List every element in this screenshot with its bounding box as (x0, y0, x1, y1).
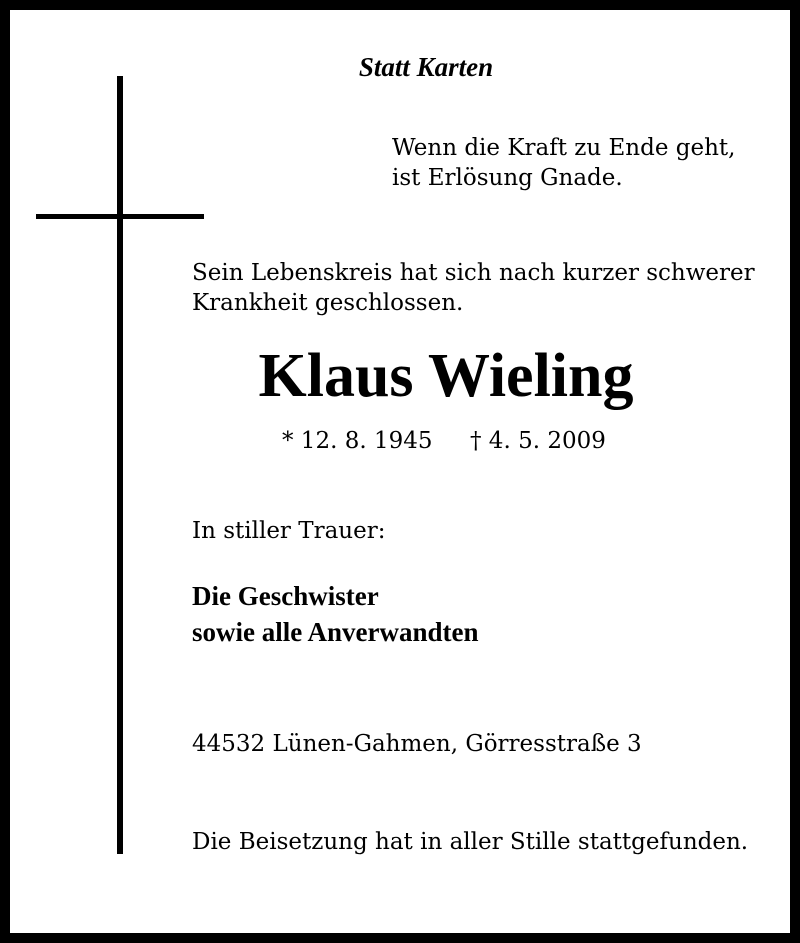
birth-date: * 12. 8. 1945 (282, 428, 433, 454)
header-title: Statt Karten (358, 52, 494, 82)
quote-line-2: ist Erlösung Gnade. (392, 165, 623, 191)
cross-icon (36, 76, 204, 854)
quote (392, 133, 735, 193)
intro-line-2: Krankheit geschlossen. (192, 290, 464, 316)
family-signature (192, 578, 479, 650)
death-date: † 4. 5. 2009 (470, 428, 606, 454)
intro-text (192, 258, 755, 318)
burial-note: Die Beisetzung hat in aller Stille stattgefunden. (192, 829, 749, 855)
family-line-2: sowie alle Anverwandten (192, 617, 479, 647)
address: 44532 Lünen-Gahmen, Görresstraße 3 (192, 731, 642, 757)
family-line-1: Die Geschwister (192, 581, 379, 611)
quote-line-1: Wenn die Kraft zu Ende geht, (392, 135, 736, 161)
deceased-name: Klaus Wieling (258, 342, 634, 410)
intro-line-1: Sein Lebenskreis hat sich nach kurzer schwerer (192, 260, 755, 286)
mourning-label: In stiller Trauer: (192, 518, 386, 544)
